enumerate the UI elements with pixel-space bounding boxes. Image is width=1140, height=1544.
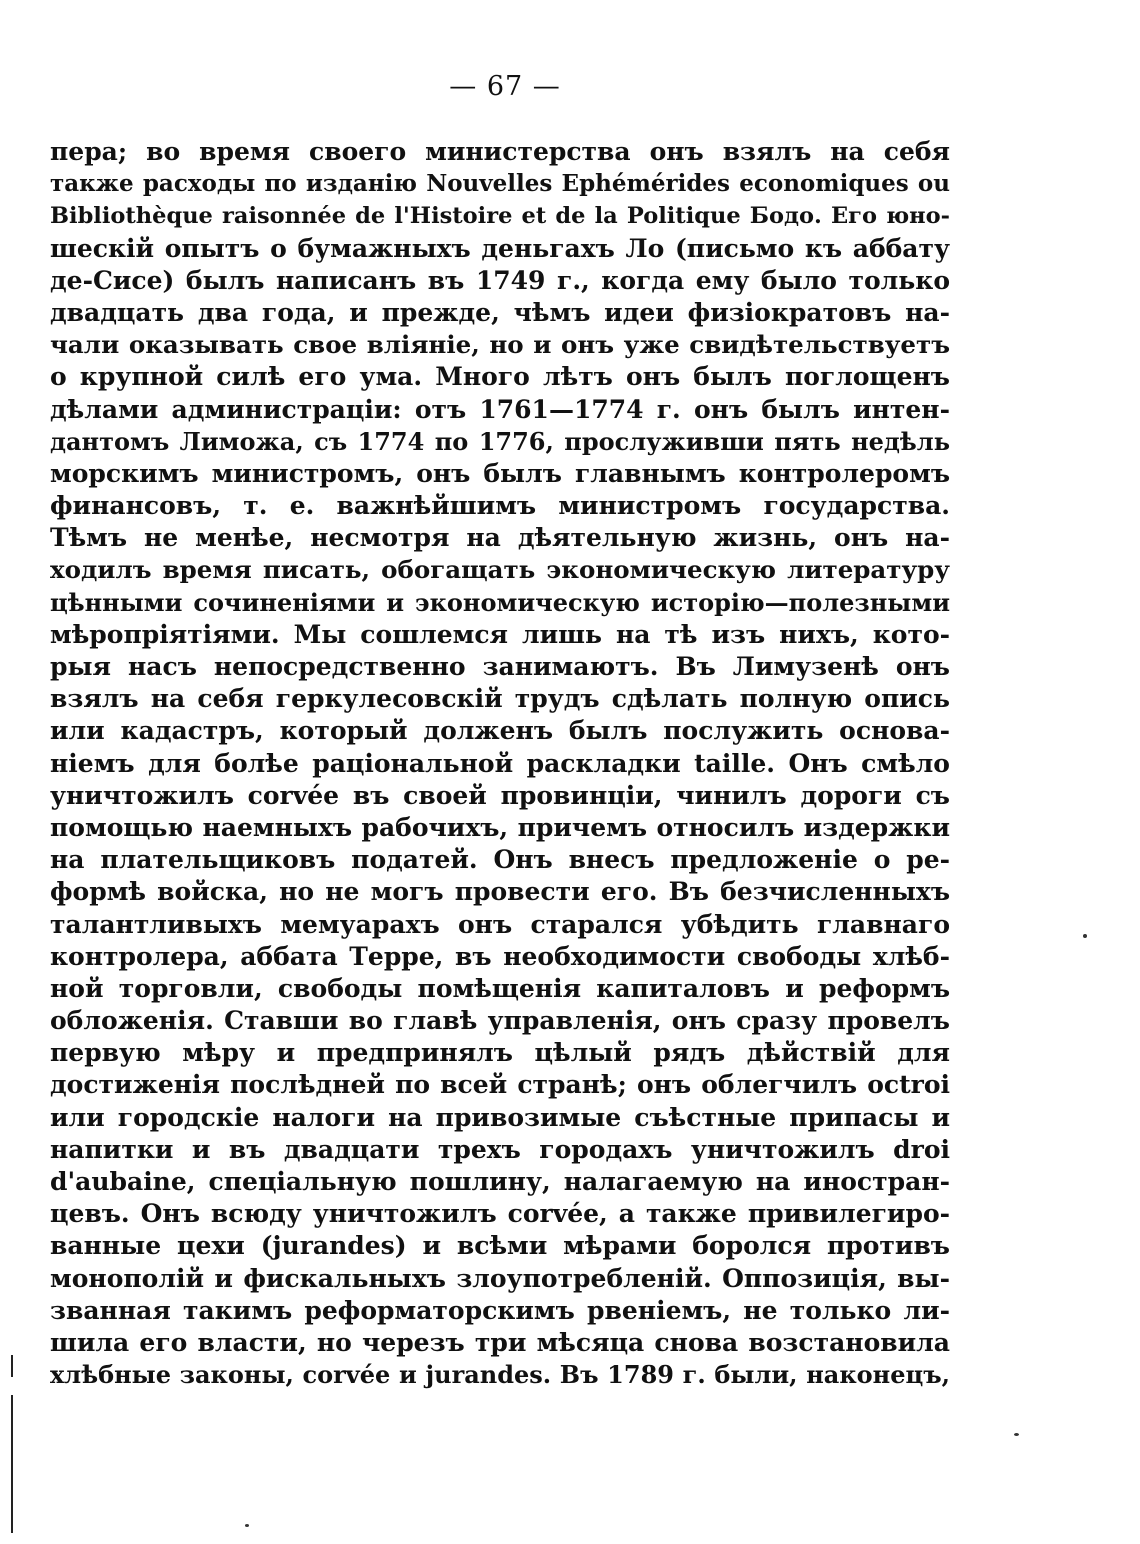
- text-line: хлѣбные законы, corvée и jurandes. Въ 1789 г. были, наконецъ,: [50, 1360, 950, 1390]
- text-line: дантомъ Лиможа, съ 1774 по 1776, прослуживши пять недѣль: [50, 426, 950, 456]
- scan-margin-mark: [11, 1355, 13, 1377]
- text-line: ванные цехи (jurandes) и всѣми мѣрами боролся противъ: [50, 1231, 950, 1261]
- text-line: талантливыхъ мемуарахъ онъ старался убѣдить главнаго: [50, 909, 950, 939]
- scan-speck: [1083, 934, 1087, 938]
- text-line: напитки и въ двадцати трехъ городахъ уничтожилъ droi: [50, 1134, 950, 1164]
- text-line: обложенія. Ставши во главѣ управленія, онъ сразу провелъ: [50, 1006, 950, 1036]
- text-line: рыя насъ непосредственно занимаютъ. Въ Лимузенѣ онъ: [50, 652, 950, 681]
- text-line: цевъ. Онъ всюду уничтожилъ corvée, а также привилегиро-: [50, 1199, 950, 1229]
- text-line: пера; во время своего министерства онъ взялъ на себя: [50, 137, 950, 166]
- text-line: чали оказывать свое вліяніе, но и онъ уже свидѣтельствуетъ: [50, 330, 950, 360]
- text-line: формѣ войска, но не могъ провести его. Въ безчисленныхъ: [50, 877, 950, 907]
- text-line: первую мѣру и предпринялъ цѣлый рядъ дѣйствій для: [50, 1038, 950, 1068]
- text-line: контролера, аббата Терре, въ необходимости свободы хлѣб-: [50, 941, 950, 971]
- text-line: двадцать два года, и прежде, чѣмъ идеи физіократовъ на-: [50, 297, 950, 327]
- scan-speck: [1014, 1433, 1019, 1436]
- text-line: Тѣмъ не менѣе, несмотря на дѣятельную жизнь, онъ на-: [50, 523, 950, 553]
- text-line: d'aubaine, спеціальную пошлину, налагаемую на иностран-: [50, 1167, 950, 1196]
- body-text: [50, 136, 950, 1391]
- text-line: дѣлами администраціи: отъ 1761—1774 г. онъ былъ интен-: [50, 394, 950, 424]
- text-line: ходилъ время писать, обогащать экономическую литературу: [50, 555, 950, 585]
- text-line: финансовъ, т. е. важнѣйшимъ министромъ государства.: [50, 491, 950, 521]
- text-line: также расходы по изданію Nouvelles Ephémérides economiques ou: [50, 170, 950, 198]
- text-line: или кадастръ, который долженъ былъ послужить основа-: [50, 716, 950, 746]
- scan-margin-mark: [11, 1395, 13, 1533]
- text-line: уничтожилъ corvée въ своей провинціи, чинилъ дороги съ: [50, 780, 950, 810]
- page-number: — 67 —: [449, 71, 561, 102]
- text-line: де-Сисе) былъ написанъ въ 1749 г., когда ему было только: [50, 265, 950, 295]
- scan-speck: [245, 1524, 249, 1527]
- text-line: монополій и фискальныхъ злоупотребленій. Оппозиція, вы-: [50, 1263, 950, 1293]
- text-line: ной торговли, свободы помѣщенія капиталовъ и реформъ: [50, 973, 950, 1003]
- text-line: помощью наемныхъ рабочихъ, причемъ относилъ издержки: [50, 812, 950, 842]
- text-line: достиженія послѣдней по всей странѣ; онъ облегчилъ octroi: [50, 1070, 950, 1100]
- text-line: ніемъ для болѣе раціональной раскладки taille. Онъ смѣло: [50, 748, 950, 778]
- text-line: шескій опытъ о бумажныхъ деньгахъ Ло (письмо къ аббату: [50, 233, 950, 263]
- text-line: морскимъ министромъ, онъ былъ главнымъ контролеромъ: [50, 458, 950, 488]
- text-line: званная такимъ реформаторскимъ рвеніемъ, не только ли-: [50, 1295, 950, 1325]
- text-line: мѣропріятіями. Мы сошлемся лишь на тѣ изъ нихъ, кото-: [50, 619, 950, 649]
- text-line: на плательщиковъ податей. Онъ внесъ предложеніе о ре-: [50, 845, 950, 875]
- text-line: или городскіе налоги на привозимые съѣстные припасы и: [50, 1102, 950, 1132]
- text-line: цѣнными сочиненіями и экономическую исторію—полезными: [50, 587, 950, 617]
- text-line: о крупной силѣ его ума. Много лѣтъ онъ былъ поглощенъ: [50, 362, 950, 392]
- text-line: Bibliothèque raisonnée de l'Histoire et de la Politique Бодо. Его юно-: [50, 203, 950, 230]
- text-line: шила его власти, но черезъ три мѣсяца снова возстановила: [50, 1327, 950, 1357]
- text-line: взялъ на себя геркулесовскій трудъ сдѣлать полную опись: [50, 684, 950, 714]
